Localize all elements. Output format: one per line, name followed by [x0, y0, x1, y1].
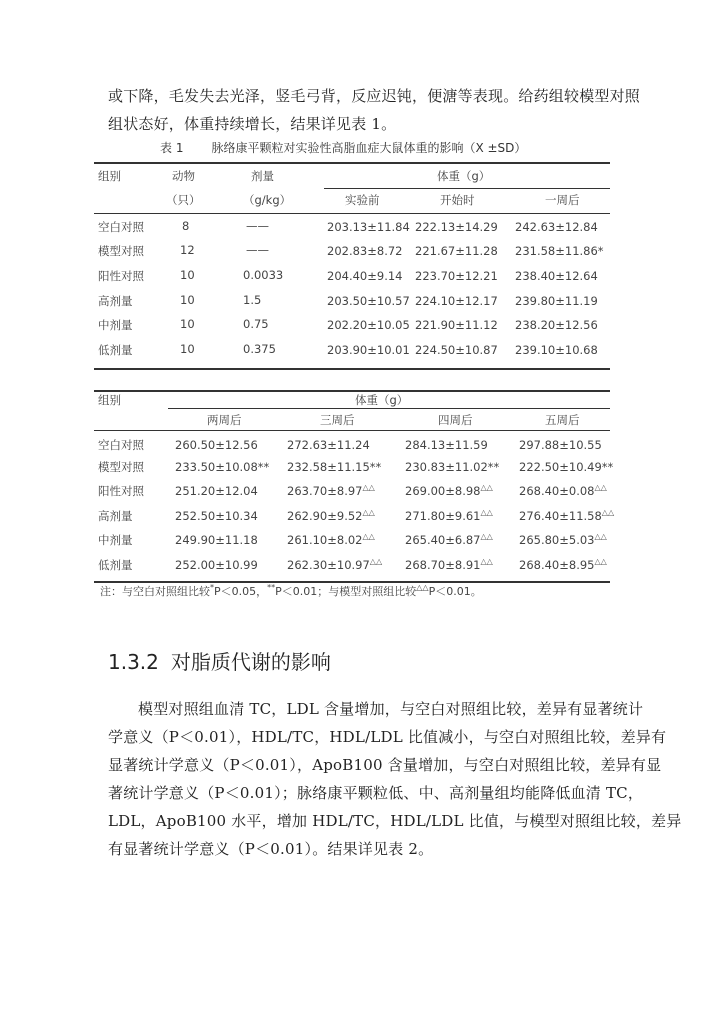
significance-mark: △△: [362, 508, 375, 517]
value-text: 268.40±8.95: [519, 558, 595, 572]
animals-cell: 8: [182, 219, 190, 233]
value-text: 223.70±12.21: [415, 269, 498, 283]
value-cell: [515, 293, 598, 308]
p1-header-weight: 体重（g）: [437, 169, 491, 183]
value-text: 238.40±12.64: [515, 269, 598, 283]
significance-mark: △△: [480, 483, 493, 492]
value-cell: [515, 268, 598, 283]
significance-mark: △△: [480, 508, 493, 517]
value-cell: [327, 243, 402, 258]
value-cell: [175, 459, 269, 474]
animals-cell: 10: [180, 293, 195, 307]
note-symbol-triangle: △△: [416, 583, 429, 592]
significance-mark: △△: [480, 557, 493, 566]
value-text: 230.83±11.02**: [405, 460, 500, 474]
value-text: 239.10±10.68: [515, 343, 598, 357]
p1-header-dose-unit: （g/kg）: [243, 193, 292, 207]
group-cell: 高剂量: [98, 509, 133, 523]
p2-header-group: 组别: [98, 393, 121, 407]
value-cell: [287, 557, 382, 572]
significance-mark: △△: [594, 532, 607, 541]
value-text: 262.90±9.52: [287, 509, 363, 523]
p1-header-animals: 动物: [172, 169, 195, 183]
value-text: 269.00±8.98: [405, 484, 481, 498]
value-cell: [287, 459, 381, 474]
note-symbol-single: *: [210, 583, 214, 592]
significance-mark: △△: [480, 532, 493, 541]
body-line: LDL，ApoB100 水平，增加 HDL/TC，HDL/LDL 比值，与模型对照组比较，差异: [108, 812, 682, 830]
value-cell: [415, 219, 498, 234]
value-cell: [515, 317, 598, 332]
note-p3: P＜0.01。: [428, 585, 482, 598]
value-cell: [327, 342, 410, 357]
value-cell: [287, 437, 370, 452]
dose-cell: 1.5: [243, 293, 262, 307]
p2-header-time: 五周后: [545, 413, 580, 427]
p1-header-animals-unit: （只）: [166, 193, 201, 207]
p1-header-time: 实验前: [345, 193, 380, 207]
value-text: 262.30±10.97: [287, 558, 370, 572]
value-text: 268.40±0.08: [519, 484, 595, 498]
value-text: 272.63±11.24: [287, 438, 370, 452]
value-cell: [515, 219, 598, 234]
group-cell: 阳性对照: [98, 269, 144, 283]
value-cell: [519, 437, 602, 452]
value-text: 252.50±10.34: [175, 509, 258, 523]
value-cell: [519, 557, 607, 572]
value-cell: [405, 483, 493, 498]
value-cell: [405, 437, 488, 452]
value-cell: [327, 293, 410, 308]
value-cell: [175, 483, 258, 498]
body-line: 著统计学意义（P＜0.01）；脉络康平颗粒低、中、高剂量组均能降低血清 TC，: [108, 784, 644, 802]
section-number: 1.3.2: [108, 650, 159, 674]
table-note: [100, 583, 482, 599]
animals-cell: 12: [180, 243, 195, 257]
value-cell: [405, 459, 499, 474]
body-line: 学意义（P＜0.01），HDL/TC，HDL/LDL 比值减小，与空白对照组比较，差异有: [108, 728, 667, 746]
value-text: 242.63±12.84: [515, 220, 598, 234]
value-text: 231.58±11.86*: [515, 244, 604, 258]
value-cell: [519, 459, 613, 474]
note-p2: P＜0.01；与模型对照组比较: [275, 585, 417, 598]
table-caption-label: 表 1: [160, 141, 184, 155]
value-text: 284.13±11.59: [405, 438, 488, 452]
animals-cell: 10: [180, 342, 195, 356]
value-text: 203.13±11.84: [327, 220, 410, 234]
dose-cell: ——: [246, 219, 269, 233]
section-title: 对脂质代谢的影响: [170, 650, 331, 674]
significance-mark: △△: [601, 508, 615, 517]
value-text: 251.20±12.04: [175, 484, 258, 498]
value-text: 265.40±6.87: [405, 533, 481, 547]
value-text: 238.20±12.56: [515, 318, 598, 332]
significance-mark: △△: [594, 557, 607, 566]
table-caption: [160, 139, 526, 156]
group-cell: 低剂量: [98, 343, 133, 357]
value-text: 221.67±11.28: [415, 244, 498, 258]
p2-header-time: 四周后: [438, 413, 473, 427]
value-cell: [175, 532, 258, 547]
value-cell: [175, 437, 258, 452]
table1-part2-top-rule: [94, 390, 610, 392]
value-text: 224.50±10.87: [415, 343, 498, 357]
group-cell: 模型对照: [98, 244, 144, 258]
value-text: 265.80±5.03: [519, 533, 595, 547]
table1-part2-header-rule: [94, 430, 610, 431]
intro-line: 或下降，毛发失去光泽，竖毛弓背，反应迟钝，便溏等表现。给药组较模型对照: [108, 87, 641, 105]
value-cell: [415, 317, 498, 332]
value-cell: [327, 317, 410, 332]
value-text: 260.50±12.56: [175, 438, 258, 452]
p2-header-time: 三周后: [320, 413, 355, 427]
value-text: 239.80±11.19: [515, 294, 598, 308]
value-text: 252.00±10.99: [175, 558, 258, 572]
note-symbol-double: **: [267, 583, 276, 592]
value-cell: [415, 243, 498, 258]
note-p1: P＜0.05，: [214, 585, 268, 598]
value-text: 276.40±11.58: [519, 509, 602, 523]
value-cell: [515, 342, 598, 357]
table-caption-title: 脉络康平颗粒对实验性高脂血症大鼠体重的影响（X ±SD）: [211, 141, 527, 155]
value-cell: [519, 532, 607, 547]
value-text: 224.10±12.17: [415, 294, 498, 308]
animals-cell: 10: [180, 317, 195, 331]
group-cell: 空白对照: [98, 220, 144, 234]
value-text: 221.90±11.12: [415, 318, 498, 332]
table1-bottom-rule: [94, 368, 610, 370]
group-cell: 阳性对照: [98, 484, 144, 498]
note-prefix: 注：与空白对照组比较: [100, 585, 210, 598]
group-cell: 模型对照: [98, 460, 144, 474]
group-cell: 中剂量: [98, 318, 133, 332]
value-cell: [175, 557, 258, 572]
value-text: 202.20±10.05: [327, 318, 410, 332]
p1-header-time: 开始时: [440, 193, 475, 207]
value-text: 204.40±9.14: [327, 269, 403, 283]
p1-header-dose: 剂量: [251, 169, 274, 183]
value-cell: [287, 508, 375, 523]
value-text: 233.50±10.08**: [175, 460, 270, 474]
value-cell: [327, 268, 402, 283]
value-cell: [415, 268, 498, 283]
p2-header-weight: 体重（g）: [355, 393, 409, 407]
intro-paragraph: [108, 82, 641, 138]
value-cell: [287, 532, 375, 547]
value-text: 263.70±8.97: [287, 484, 363, 498]
body-line: 模型对照组血清 TC，LDL 含量增加，与空白对照组比较，差异有显著统计: [138, 700, 644, 718]
body-paragraph: [108, 695, 682, 863]
intro-line: 组状态好，体重持续增长，结果详见表 1。: [108, 115, 397, 133]
p2-header-time: 两周后: [207, 413, 242, 427]
value-cell: [519, 508, 614, 523]
significance-mark: △△: [594, 483, 607, 492]
dose-cell: 0.375: [243, 342, 276, 356]
value-cell: [287, 483, 375, 498]
dose-cell: ——: [246, 243, 269, 257]
table1-header-rule: [94, 213, 610, 214]
dose-cell: 0.0033: [243, 268, 284, 282]
value-text: 268.70±8.91: [405, 558, 481, 572]
value-cell: [405, 532, 493, 547]
significance-mark: △△: [369, 557, 383, 566]
value-text: 202.83±8.72: [327, 244, 403, 258]
value-cell: [515, 243, 604, 258]
value-text: 297.88±10.55: [519, 438, 602, 452]
value-cell: [415, 293, 498, 308]
significance-mark: △△: [362, 532, 375, 541]
significance-mark: △△: [362, 483, 375, 492]
group-cell: 中剂量: [98, 533, 133, 547]
value-cell: [405, 508, 493, 523]
table1-weight-rule: [324, 188, 610, 189]
animals-cell: 10: [180, 268, 195, 282]
group-cell: 低剂量: [98, 558, 133, 572]
body-line: 显著统计学意义（P＜0.01），ApoB100 含量增加，与空白对照组比较，差异有显: [108, 756, 662, 774]
section-heading: [108, 646, 331, 675]
group-cell: 高剂量: [98, 294, 133, 308]
value-text: 271.80±9.61: [405, 509, 481, 523]
group-cell: 空白对照: [98, 438, 144, 452]
body-line: 有显著统计学意义（P＜0.01）。结果详见表 2。: [108, 840, 434, 858]
value-text: 222.50±10.49**: [519, 460, 614, 474]
value-text: 232.58±11.15**: [287, 460, 382, 474]
dose-cell: 0.75: [243, 317, 269, 331]
p1-header-time: 一周后: [545, 193, 580, 207]
table1-top-rule: [94, 162, 610, 164]
value-cell: [175, 508, 258, 523]
value-text: 222.13±14.29: [415, 220, 498, 234]
value-cell: [519, 483, 607, 498]
value-cell: [405, 557, 493, 572]
value-text: 261.10±8.02: [287, 533, 363, 547]
value-cell: [415, 342, 498, 357]
value-text: 203.90±10.01: [327, 343, 410, 357]
value-text: 249.90±11.18: [175, 533, 258, 547]
value-cell: [327, 219, 410, 234]
p1-header-group: 组别: [98, 169, 121, 183]
value-text: 203.50±10.57: [327, 294, 410, 308]
table1-part2-weight-rule: [168, 408, 610, 409]
